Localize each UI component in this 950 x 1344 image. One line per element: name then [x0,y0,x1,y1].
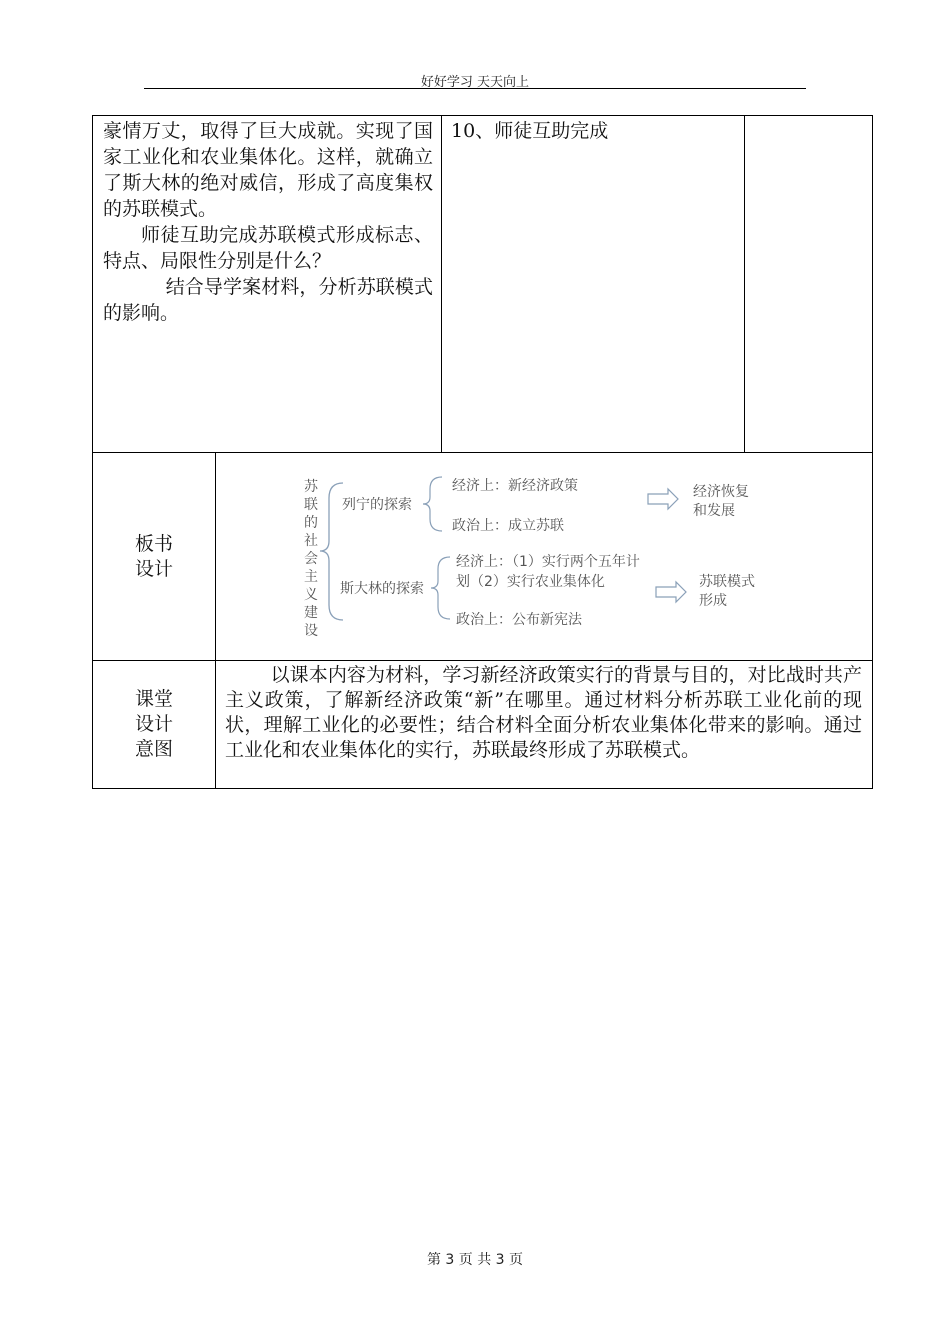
stalin-result-2: 形成 [699,593,727,609]
board-design-row [93,453,873,661]
design-intent-row [93,661,873,789]
lesson-table [92,115,873,789]
root-char-9: 设 [304,623,318,639]
root-char-1: 苏 [304,479,318,495]
notes-cell [745,116,873,453]
paragraph-summary: 豪情万丈，取得了巨大成就。实现了国家工业化和农业集体化。这样，就确立了斯大林的绝对威信，形成了高度集权的苏联模式。 [103,120,434,220]
board-design-label-cell [93,453,216,661]
board-label-line2: 设计 [134,557,173,580]
stalin-result-1: 苏联模式 [699,574,755,590]
stalin-brace [431,557,450,619]
lenin-result-1: 经济恢复 [693,484,749,500]
root-char-8: 建 [304,605,318,621]
intent-label-line3: 意图 [134,738,173,760]
header-rule [144,88,806,89]
root-char-6: 主 [304,569,318,585]
student-activity-text: 10、师徒互助完成 [451,120,609,142]
main-brace [320,483,343,620]
lenin-econ: 经济上：新经济政策 [452,478,578,494]
root-char-3: 的 [304,515,318,531]
stalin-econ-1: 经济上：（1）实行两个五年计 [456,554,640,570]
stalin-econ-2: 划（2）实行农业集体化 [456,574,605,590]
lenin-label: 列宁的探索 [342,497,412,513]
design-intent-label-cell [93,661,216,789]
page-header: 好好学习 天天向上 [420,75,530,90]
root-char-2: 联 [304,497,318,513]
student-activity-cell [442,116,745,453]
board-label-line1: 板书 [134,532,173,555]
design-intent-text: 以课本内容为材料，学习新经济政策实行的背景与目的，对比战时共产主义政策，了解新经济政策“新”在哪里。通过材料分析苏联工业化前的现状，理解工业化的必要性；结合材料全面分析农业集体化带来的影响。通过工业化和农业集体化的实行，苏联最终形成了苏联模式。 [216,661,873,789]
board-diagram-svg [216,453,871,660]
lenin-brace [423,477,442,531]
root-char-7: 义 [304,587,318,603]
board-diagram [216,453,872,660]
paragraph-question: 师徒互助完成苏联模式形成标志、特点、局限性分别是什么？ [103,224,434,272]
activity-row [93,116,873,453]
stalin-label: 斯大林的探索 [340,581,424,597]
root-title [304,478,319,639]
lenin-pol: 政治上：成立苏联 [452,518,564,534]
intent-label-line1: 课堂 [134,688,173,710]
intent-label-line2: 设计 [134,713,173,735]
lenin-result-2: 和发展 [693,503,735,519]
lenin-arrow-icon [648,489,678,509]
teacher-activity-cell [93,116,442,453]
root-char-4: 社 [304,533,318,549]
stalin-arrow-icon [656,582,686,602]
page-footer: 第 3 页 共 3 页 [426,1252,524,1268]
stalin-pol: 政治上：公布新宪法 [456,612,582,628]
root-char-5: 会 [304,551,318,567]
board-diagram-cell [216,453,873,661]
paragraph-analysis: 结合导学案材料，分析苏联模式的影响。 [103,276,434,324]
